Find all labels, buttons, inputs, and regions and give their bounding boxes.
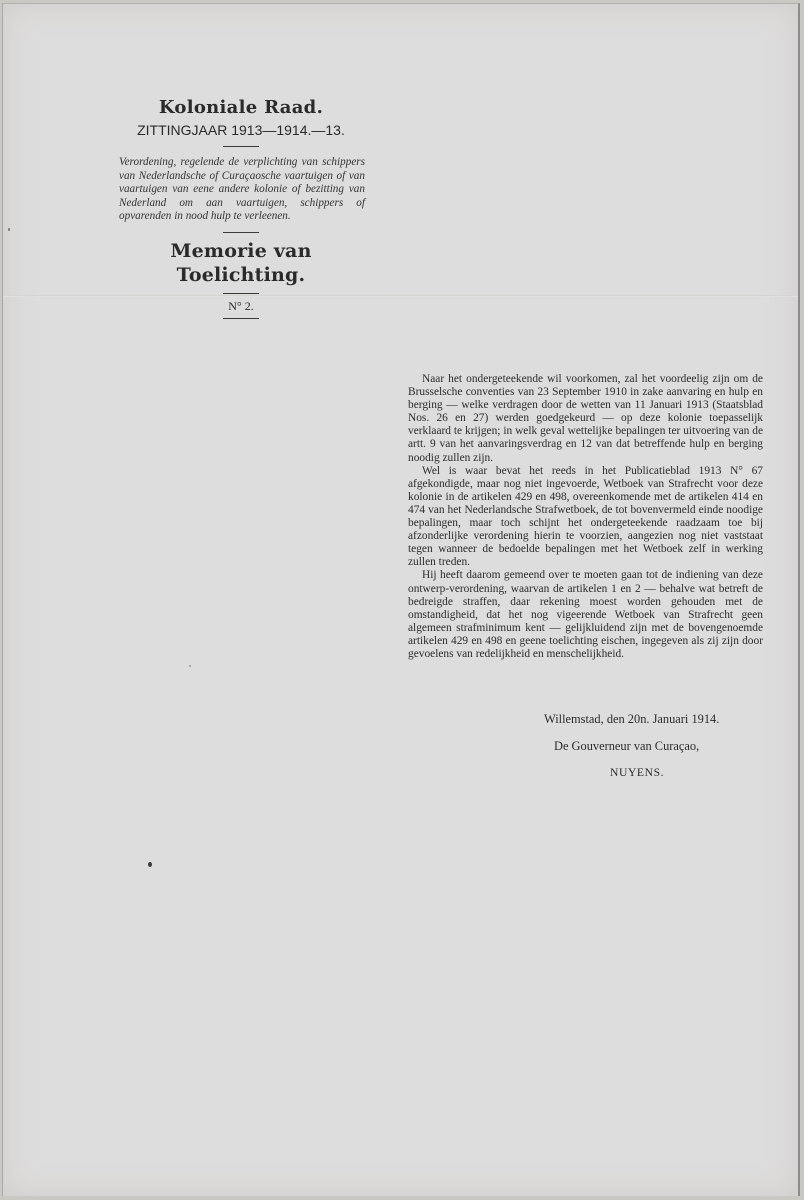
signatory-name: NUYENS. [610,766,665,779]
ordinance-subject: Verordening, regelende de verplichting van schippers van Nederlandsche of Curaçaosche vaartuigen of van vaartuigen van eene andere kolonie of bezitting van Nederland om aan vaartuigen, schippers of opvarenden in nood hulp te verleenen. [119,156,365,223]
document-number: N° 2. [228,298,254,313]
body-paragraph: Hij heeft daarom gemeend over te moeten gaan tot de indiening van deze ontwerp-verordening, waarvan de artikelen 1 en 2 — behalve wat betreft de bedreigde straffen, daar rekening moest worden gehouden met de omstandigheid, dat het nog vigeerende Wetboek van Strafrecht geen algemeen strafminimum kent — gelijkluidend zijn met de bovengenoemde artikelen 429 en 498 en geene toelichting eischen, ingegeven als zij zijn door gevoelens van redelijkheid en menschelijkheid. [408,569,763,660]
paper-speck [189,665,191,667]
body-paragraph: Wel is waar bevat het reeds in het Publicatieblad 1913 N° 67 afgekondigde, maar nog niet ingevoerde, Wetboek van Strafrecht voor deze kolonie in de artikelen 429 en 498, overeenkomende met de artikelen 414 en 474 van het Nederlandsche Strafwetboek, de tot bovenvermeld einde noodige bepalingen, maar toch schijnt het ondergeteekende raadzaam toe bij afzonderlijke verordening hierin te voorzien, aangezien nog niet vaststaat tegen wanneer de bedoelde bepalingen met het Wetboek zelf in werking zullen treden. [408,464,763,569]
divider-rule [223,318,259,319]
divider-rule [223,293,259,294]
signatory-office: De Gouverneur van Curaçao, [554,739,700,753]
document-type-heading: Memorie van Toelichting. [170,239,312,286]
document-page [2,3,800,1196]
body-paragraph: Naar het ondergeteekende wil voorkomen, zal het voordeelig zijn om de Brusselsche conventies van 23 September 1910 in zake aanvaring en hulp en berging — welke verdragen door de wetten van 11 Januari 1913 (Staatsblad Nos. 26 en 27) werden goedgekeurd — op deze kolonie toepasselijk verklaard te krijgen; in welk geval wettelijke bepalingen ter uitvoering van de artt. 9 van het aanvaringsverdrag en 12 van dat betreffende hulp en berging noodig zullen zijn. [408,373,763,464]
council-title: Koloniale Raad. [158,97,324,118]
paper-speck [8,228,10,231]
session-year: ZITTINGJAAR 1913—1914.—13. [137,122,345,138]
paper-speck [148,862,152,867]
explanatory-text [408,373,763,661]
divider-rule [223,232,259,233]
document-header [113,96,369,319]
place-and-date: Willemstad, den 20n. Januari 1914. [544,712,720,726]
divider-rule [223,146,259,147]
